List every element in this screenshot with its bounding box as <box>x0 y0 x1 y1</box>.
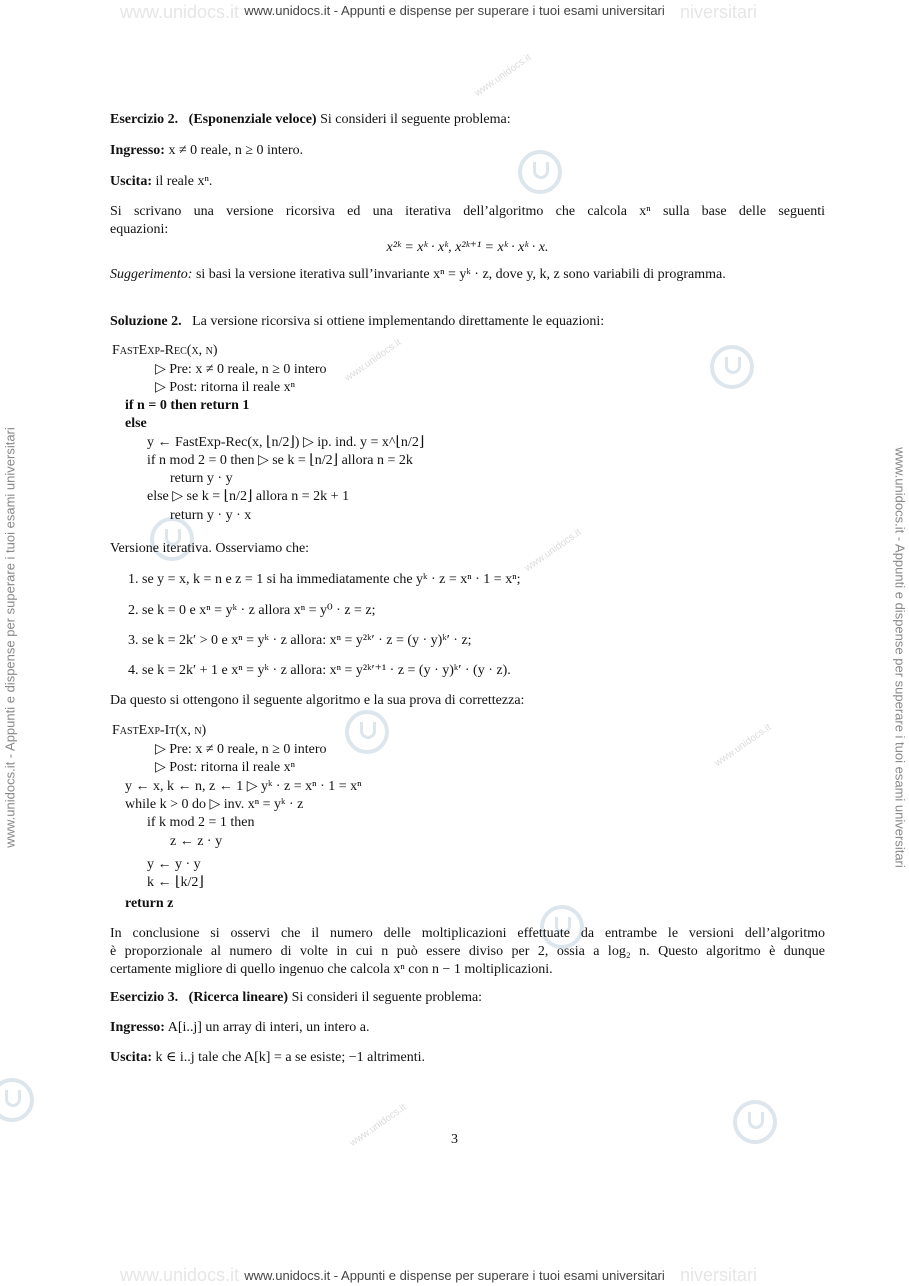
description-line-2: equazioni: <box>110 222 169 237</box>
diagonal-watermark: www.unidocs.it <box>347 1102 409 1149</box>
hint-text: si basi la versione iterativa sull’invariante xⁿ = yᵏ · z, dove y, k, z sono variabili di programma. <box>195 267 726 282</box>
exercise-title: (Ricerca lineare) <box>188 990 289 1005</box>
diagonal-watermark: www.unidocs.it <box>472 52 534 99</box>
output-spec <box>110 173 825 191</box>
code-line: return y · y · x <box>170 508 252 523</box>
page-number: 3 <box>451 1132 458 1147</box>
exercise-text: Si consideri il seguente problema: <box>291 990 483 1005</box>
right-watermark: www.unidocs.it - Appunti e dispense per superare i tuoi esami universitari <box>892 447 908 868</box>
iterative-after: Da questo si ottengono il seguente algoritmo e la sua prova di correttezza: <box>110 693 525 708</box>
exercise-title: (Esponenziale veloce) <box>188 112 317 127</box>
code-line: ▷ Pre: x ≠ 0 reale, n ≥ 0 intero <box>155 742 327 757</box>
input-text: A[i..j] un array di interi, un intero a. <box>167 1020 370 1035</box>
hint-label: Suggerimento: <box>110 267 193 282</box>
hint <box>110 266 825 284</box>
code-line: if k mod 2 = 1 then <box>147 815 255 830</box>
observation-item: 4. se k = 2k′ + 1 e xⁿ = yᵏ · z allora: xⁿ = y²ᵏ′⁺¹ · z = (y · y)ᵏ′ · (y · z). <box>128 663 511 678</box>
code-line: if n mod 2 = 0 then ▷ se k = ⌊n/2⌋ allora n = 2k <box>147 453 413 468</box>
output-label: Uscita: <box>110 1050 152 1065</box>
observation-item: 2. se k = 0 e xⁿ = yᵏ · z allora xⁿ = y⁰ · z = z; <box>128 603 376 618</box>
code-line: while k > 0 do ▷ inv. xⁿ = yᵏ · z <box>125 797 304 812</box>
diagonal-watermark: www.unidocs.it <box>342 337 404 384</box>
ghost-watermark-bottom: www.unidocs.it <box>120 1265 240 1285</box>
code-line: ▷ Post: ritorna il reale xⁿ <box>155 380 295 395</box>
code-line: y ← x, k ← n, z ← 1 ▷ yᵏ · z = xⁿ · 1 = xⁿ <box>125 779 362 794</box>
conclusion-line-1: In conclusione si osservi che il numero delle moltiplicazioni effettuate da entrambe le versioni dell’algoritmo <box>110 926 825 941</box>
exercise-2-heading <box>110 111 825 129</box>
code-line: return y · y <box>170 471 233 486</box>
conclusion-line-3: certamente migliore di quello ingenuo che calcola xⁿ con n − 1 moltiplicazioni. <box>110 962 553 977</box>
input-label: Ingresso: <box>110 143 165 158</box>
exercise-text: Si consideri il seguente problema: <box>320 112 511 127</box>
code-line: ▷ Post: ritorna il reale xⁿ <box>155 760 295 775</box>
bottom-watermark: www.unidocs.it - Appunti e dispense per superare i tuoi esami universitari <box>244 1268 665 1283</box>
solution-intro: La versione ricorsiva si ottiene implementando direttamente le equazioni: <box>192 314 605 329</box>
code-line: FastExp-Rec(x, n) <box>112 343 218 358</box>
code-line: else <box>125 416 147 431</box>
equations: x²ᵏ = xᵏ · xᵏ, x²ᵏ⁺¹ = xᵏ · xᵏ · x. <box>386 240 549 255</box>
ghost-watermark-top: www.unidocs.it <box>120 2 240 22</box>
conclusion-line-2: è proporzionale al numero di volte in cui n può essere diviso per 2, ossia a log₂ n. Questo algoritmo è dunque <box>110 944 825 959</box>
solution-label: Soluzione 2. <box>110 314 182 329</box>
input-spec <box>110 142 825 160</box>
diagonal-watermark: www.unidocs.it <box>522 527 584 574</box>
input-text: x ≠ 0 reale, n ≥ 0 intero. <box>168 143 304 158</box>
description-line-1: Si scrivano una versione ricorsiva ed una iterativa dell’algoritmo che calcola xⁿ sulla base delle seguenti <box>110 204 825 219</box>
unidocs-logo-icon <box>0 1078 34 1122</box>
code-line: y ← y · y <box>147 857 201 872</box>
code-line: z ← z · y <box>170 834 223 849</box>
diagonal-watermark: www.unidocs.it <box>712 722 774 769</box>
iterative-intro: Versione iterativa. Osserviamo che: <box>110 541 310 556</box>
solution-2-heading <box>110 313 825 331</box>
observation-item: 3. se k = 2k′ > 0 e xⁿ = yᵏ · z allora: xⁿ = y²ᵏ′ · z = (y · y)ᵏ′ · z; <box>128 633 472 648</box>
code-line: FastExp-It(x, n) <box>112 723 207 738</box>
top-watermark: www.unidocs.it - Appunti e dispense per superare i tuoi esami universitari <box>244 3 665 18</box>
output-text: il reale xⁿ. <box>155 174 213 189</box>
input-label: Ingresso: <box>110 1020 165 1035</box>
code-line: else ▷ se k = ⌊n/2⌋ allora n = 2k + 1 <box>147 489 350 504</box>
output-text: k ∈ i..j tale che A[k] = a se esiste; −1 altrimenti. <box>155 1050 426 1065</box>
code-line: ▷ Pre: x ≠ 0 reale, n ≥ 0 intero <box>155 362 327 377</box>
output-label: Uscita: <box>110 174 152 189</box>
observation-item: 1. se y = x, k = n e z = 1 si ha immediatamente che yᵏ · z = xⁿ · 1 = xⁿ; <box>128 572 521 587</box>
left-watermark: www.unidocs.it - Appunti e dispense per superare i tuoi esami universitari <box>2 427 18 848</box>
code-line: return z <box>125 896 174 911</box>
ghost-watermark-bottom-right: niversitari <box>680 1265 758 1285</box>
exercise-3-heading <box>110 989 825 1007</box>
ghost-watermark-top-right: niversitari <box>680 2 758 22</box>
code-line: if n = 0 then return 1 <box>125 398 250 413</box>
exercise-label: Esercizio 2. <box>110 112 179 127</box>
exercise-label: Esercizio 3. <box>110 990 179 1005</box>
output-spec <box>110 1049 825 1067</box>
input-spec <box>110 1019 825 1037</box>
code-line: y ← FastExp-Rec(x, ⌊n/2⌋) ▷ ip. ind. y = x^⌊n/2⌋ <box>147 435 425 450</box>
code-line: k ← ⌊k/2⌋ <box>147 875 204 890</box>
